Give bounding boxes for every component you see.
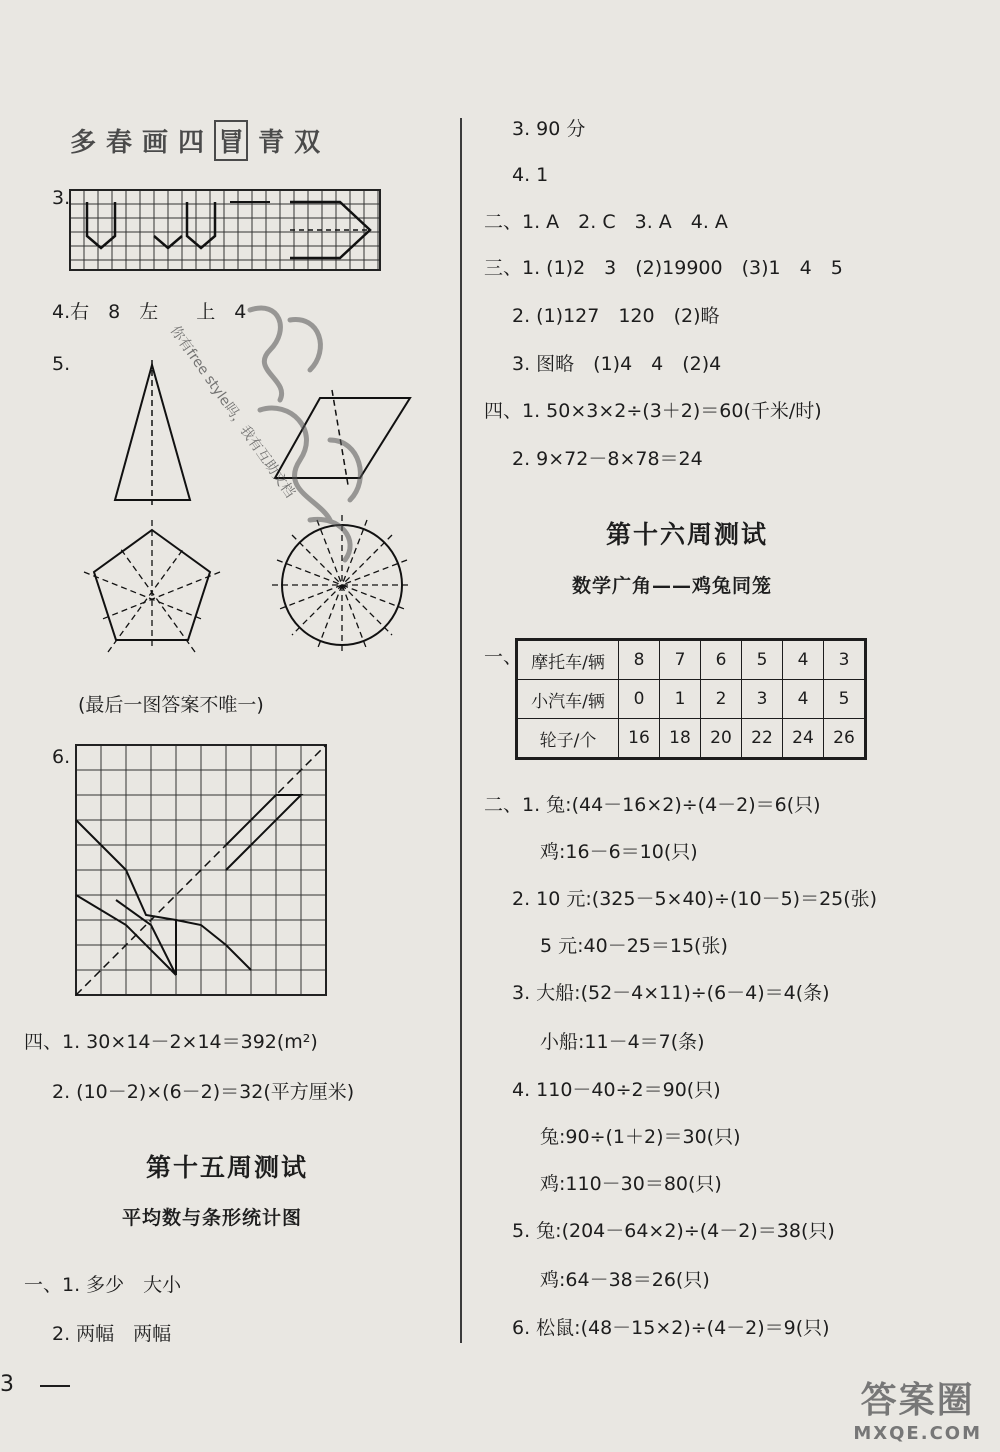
- column-divider: [460, 118, 462, 1343]
- q6-grid-figure: [76, 745, 326, 997]
- table-prefix: 一、: [484, 646, 523, 668]
- table-cell: 3: [824, 640, 866, 680]
- q4-answer: 4.右 8 左 上 4: [52, 301, 247, 323]
- w15-q1: 一、1. 多少 大小: [24, 1274, 182, 1296]
- s4-q1: 四、1. 30×14－2×14＝392(m²): [24, 1031, 318, 1053]
- puzzle-char: 多: [70, 128, 107, 158]
- q5-number: 5.: [52, 353, 71, 375]
- a1: 二、1. 兔:(44－16×2)÷(4－2)＝6(只): [484, 794, 821, 816]
- table-cell: 5: [824, 680, 866, 719]
- a8: 兔:90÷(1＋2)＝30(只): [540, 1126, 741, 1148]
- table-row: [517, 719, 866, 759]
- q3-grid-figure: [70, 190, 380, 272]
- table-cell: 1: [660, 680, 701, 719]
- week16-title: 第十六周测试: [606, 520, 769, 549]
- s4-q2: 2. (10－2)×(6－2)＝32(平方厘米): [52, 1081, 355, 1103]
- q6-number: 6.: [52, 746, 71, 768]
- w15-q2: 2. 两幅 两幅: [52, 1323, 172, 1345]
- table-cell: 5: [742, 640, 783, 680]
- table-cell: 24: [783, 719, 824, 759]
- a9: 鸡:110－30＝80(只): [540, 1173, 722, 1195]
- r5: 2. (1)127 120 (2)略: [512, 305, 720, 327]
- table-cell: 6: [701, 640, 742, 680]
- a2: 鸡:16－6＝10(只): [540, 841, 698, 863]
- table-cell: 2: [701, 680, 742, 719]
- table-cell: 20: [701, 719, 742, 759]
- table-row: [517, 680, 866, 719]
- puzzle-char: 春: [106, 128, 143, 158]
- week16-subtitle: 数学广角——鸡兔同笼: [572, 575, 773, 597]
- a11: 鸡:64－38＝26(只): [540, 1269, 710, 1291]
- table-cell: 7: [660, 640, 701, 680]
- table-cell: 4: [783, 680, 824, 719]
- puzzle-char: 四: [178, 128, 215, 158]
- page-number: 3: [0, 1372, 14, 1397]
- q3-number: 3.: [52, 187, 71, 209]
- a3: 2. 10 元:(325－5×40)÷(10－5)＝25(张): [512, 888, 878, 910]
- week15-subtitle: 平均数与条形统计图: [122, 1207, 303, 1229]
- stamp-text: 你有free style吗，我有互助文档: [166, 323, 298, 501]
- puzzle-char: 画: [142, 128, 179, 158]
- table-cell: 26: [824, 719, 866, 759]
- r4: 三、1. (1)2 3 (2)19900 (3)1 4 5: [484, 257, 843, 279]
- table-row-label: 轮子/个: [517, 719, 619, 759]
- vehicle-wheel-table: [515, 638, 867, 760]
- table-cell: 4: [783, 640, 824, 680]
- table-row-label: 小汽车/辆: [517, 680, 619, 719]
- table-cell: 22: [742, 719, 783, 759]
- watermark-url: MXQE.COM: [853, 1423, 982, 1444]
- a6: 小船:11－4＝7(条): [540, 1031, 705, 1053]
- q5-note: (最后一图答案不唯一): [78, 694, 264, 716]
- page-number-dash: [40, 1385, 70, 1387]
- puzzle-char: 青: [258, 128, 295, 158]
- site-watermark-logo: [853, 1372, 982, 1444]
- puzzle-char: 双: [294, 128, 331, 158]
- a4: 5 元:40－25＝15(张): [540, 935, 728, 957]
- r7: 四、1. 50×3×2÷(3＋2)＝60(千米/时): [484, 400, 822, 422]
- table-cell: 16: [619, 719, 660, 759]
- a12: 6. 松鼠:(48－15×2)÷(4－2)＝9(只): [512, 1317, 830, 1339]
- r8: 2. 9×72－8×78＝24: [512, 448, 703, 470]
- table-cell: 3: [742, 680, 783, 719]
- week15-title: 第十五周测试: [146, 1153, 309, 1182]
- table-row: [517, 640, 866, 680]
- a10: 5. 兔:(204－64×2)÷(4－2)＝38(只): [512, 1220, 835, 1242]
- puzzle-boxed-char: 冒: [214, 120, 248, 161]
- r2: 4. 1: [512, 164, 549, 186]
- a5: 3. 大船:(52－4×11)÷(6－4)＝4(条): [512, 982, 830, 1004]
- table-cell: 8: [619, 640, 660, 680]
- table-cell: 0: [619, 680, 660, 719]
- watermark-title: 答案圈: [860, 1380, 975, 1421]
- a7: 4. 110－40÷2＝90(只): [512, 1079, 721, 1101]
- r6: 3. 图略 (1)4 4 (2)4: [512, 353, 722, 375]
- handwritten-stamp-graphic: [166, 290, 400, 570]
- table-cell: 18: [660, 719, 701, 759]
- idiom-puzzle: [70, 120, 330, 161]
- table-row-label: 摩托车/辆: [517, 640, 619, 680]
- r3: 二、1. A 2. C 3. A 4. A: [484, 211, 728, 233]
- r1: 3. 90 分: [512, 118, 586, 140]
